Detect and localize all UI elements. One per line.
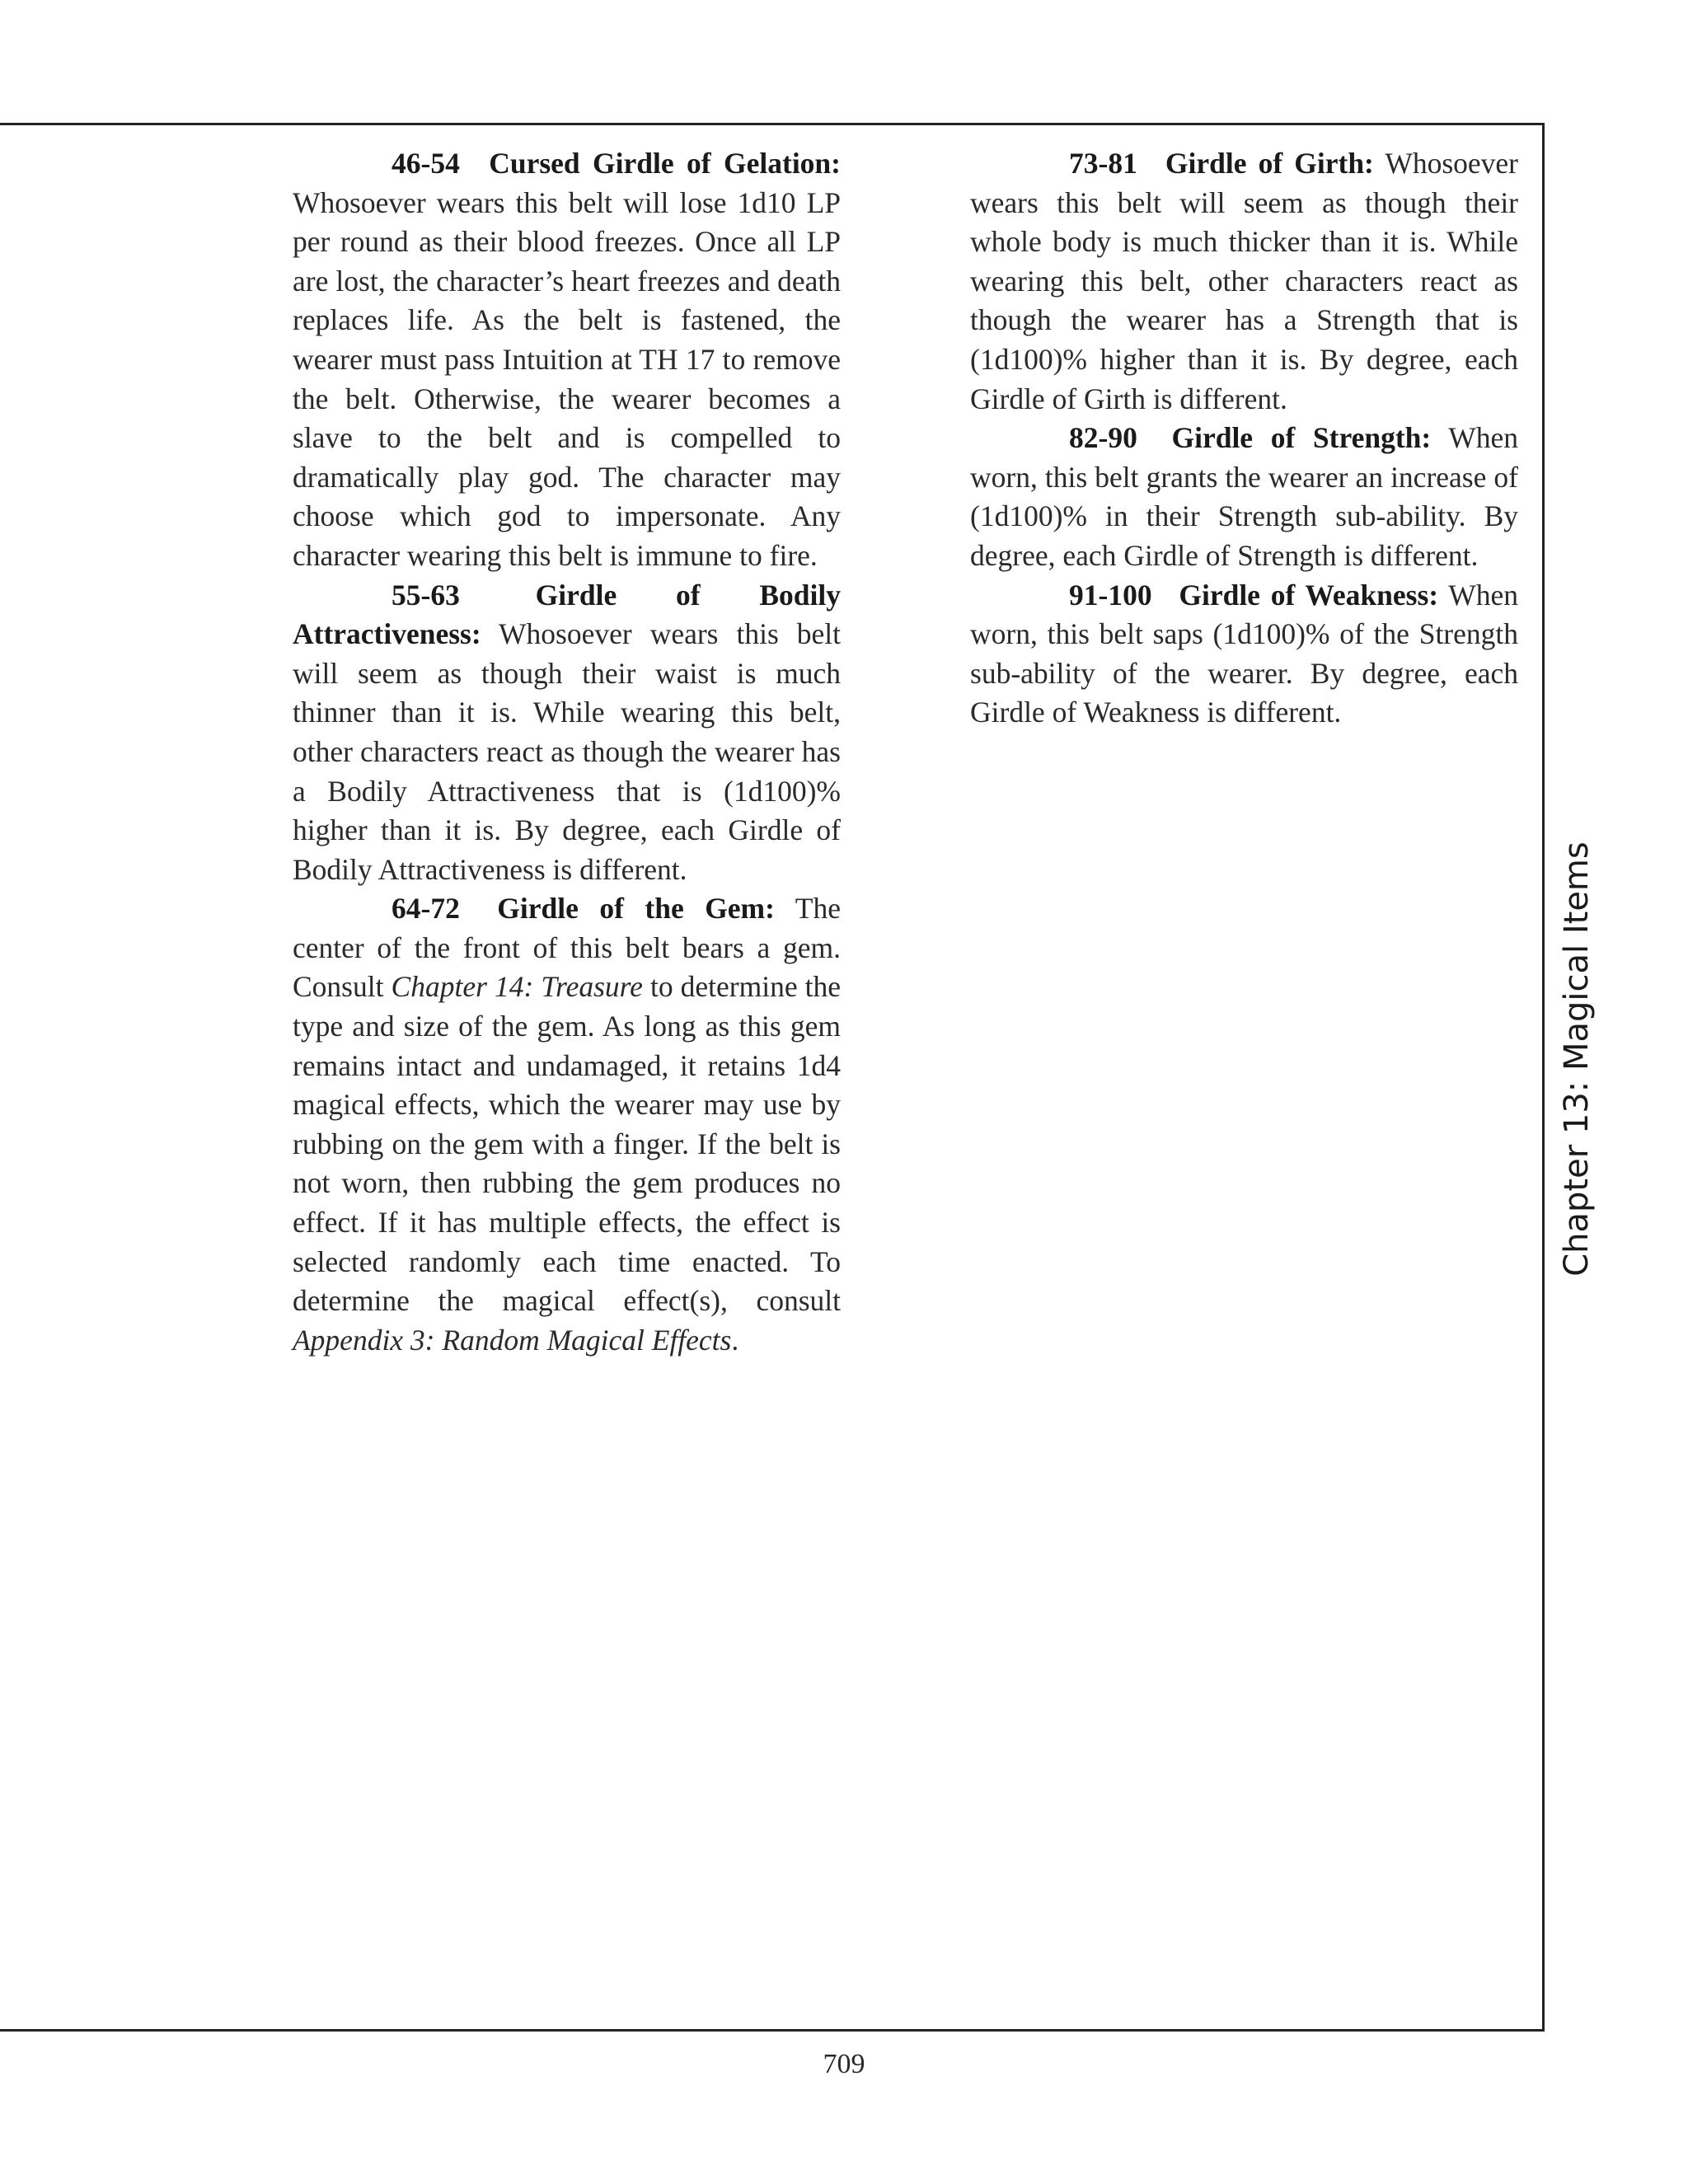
entry-title: Girdle of Strength:: [1171, 421, 1432, 455]
entry-girdle-of-girth: [970, 144, 1518, 419]
entry-roll-range: 82-90: [1069, 421, 1137, 455]
entry-girdle-of-bodily-attractiveness: [293, 576, 841, 890]
right-column: [970, 144, 1518, 733]
entry-description: When worn, this belt saps (1d100)% of the Strength sub-ability of the wearer. By degree, each Girdle of Weakness is different.: [970, 578, 1519, 729]
entry-roll-range: 91-100: [1069, 578, 1152, 612]
left-column: [293, 144, 841, 1360]
entry-description: Whosoever wears this belt will seem as though their waist is much thinner than it is. While wearing this belt, other characters react as though the wearer has a Bodily Attractiveness that is (1d100)% higher than it is. By degree, each Girdle of Bodily Attractiveness is different.: [293, 617, 842, 886]
page-frame-top-rule: [0, 123, 1545, 125]
page-frame-bottom-rule: [0, 2029, 1545, 2032]
entry-description: .: [731, 1323, 739, 1357]
entry-cursed-girdle-of-gelation: [293, 144, 841, 576]
entry-title: Girdle of Girth:: [1165, 147, 1374, 180]
entry-title: Girdle of the Gem:: [497, 892, 775, 926]
page-frame-right-rule: [1542, 123, 1545, 2032]
chapter-side-title: Chapter 13: Magical Items: [1558, 841, 1596, 1277]
entry-girdle-of-strength: [970, 419, 1518, 575]
entry-description: The center of the front of this belt bears a gem. Consult: [293, 892, 841, 1004]
chapter-reference: Chapter 14: Treasure: [391, 970, 643, 1004]
entry-roll-range: 55-63: [392, 578, 460, 612]
entry-description: to determine the type and size of the gem. As long as this gem remains intact and undamaged, it retains 1d4 magical effects, which the wearer may use by rubbing on the gem with a finger. If the belt is not worn, then rubbing the gem produces no effect. If it has multiple effects, the effect is selected randomly each time enacted. To determine the magical effect(s), consult: [293, 970, 842, 1318]
entry-title: Girdle of Bodily Attractiveness:: [293, 578, 841, 651]
entry-title: Cursed Girdle of Gelation:: [489, 147, 841, 180]
entry-roll-range: 73-81: [1069, 147, 1137, 180]
entry-description: Whosoever wears this belt will lose 1d10 LP per round as their blood freezes. Once all LP are lost, the character’s heart freezes and death replaces life. As the belt is fastened, the wearer must pass Intuition at TH 17 to remove the belt. Otherwise, the wearer becomes a slave to the belt and is compelled to dramatically play god. The character may choose which god to impersonate. Any character wearing this belt is immune to fire.: [293, 185, 841, 572]
entry-girdle-of-weakness: [970, 576, 1518, 733]
page-number: 709: [823, 2049, 865, 2079]
entry-title: Girdle of Weakness:: [1179, 578, 1439, 612]
entry-description: When worn, this belt grants the wearer an increase of (1d100)% in their Strength sub-ability. By degree, each Girdle of Strength is different.: [970, 421, 1518, 572]
entry-roll-range: 64-72: [392, 892, 460, 926]
entry-description: Whosoever wears this belt will seem as though their whole body is much thicker than it is. While wearing this belt, other characters react as though the wearer has a Strength that is (1d100)% higher than it is. By degree, each Girdle of Girth is different.: [970, 147, 1519, 415]
appendix-reference: Appendix 3: Random Magical Effects: [293, 1323, 732, 1357]
entry-roll-range: 46-54: [392, 147, 460, 180]
entry-girdle-of-the-gem: [293, 889, 841, 1360]
